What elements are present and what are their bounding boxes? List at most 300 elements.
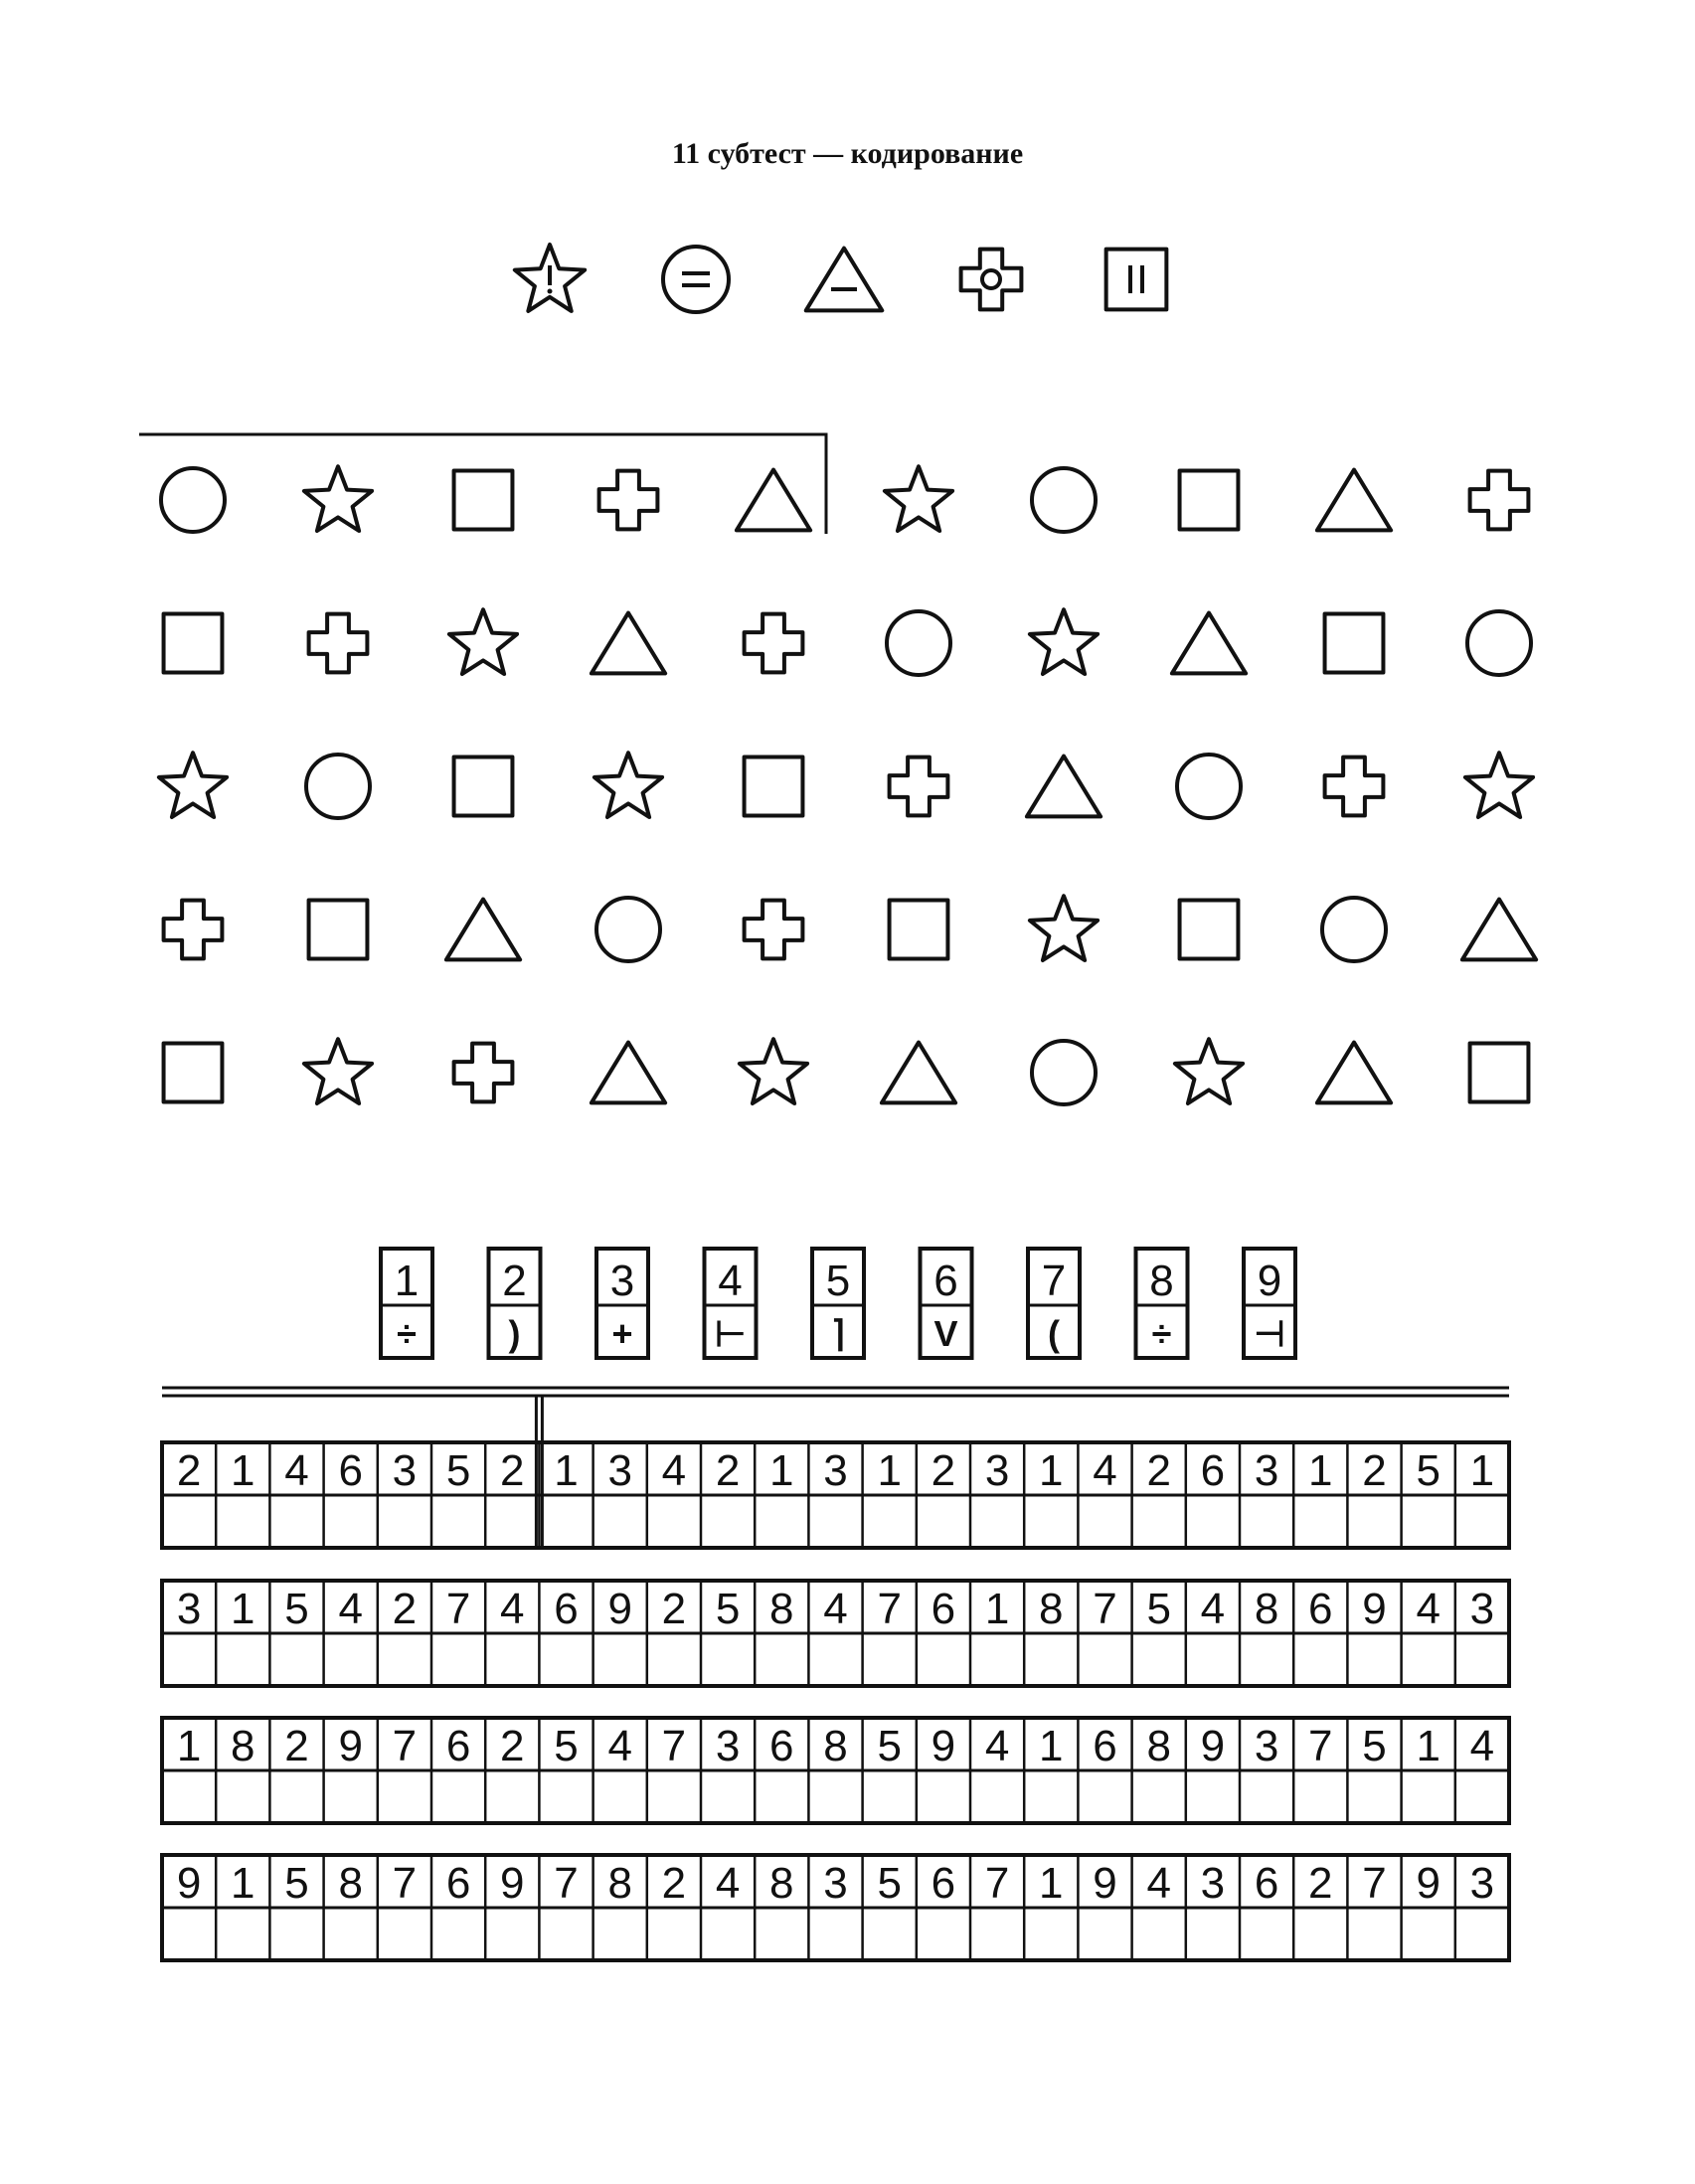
digit-cell: 7 (445, 1585, 471, 1633)
key-symbol: ÷ (1151, 1313, 1172, 1354)
answer-cell[interactable] (1027, 1773, 1075, 1820)
answer-cell[interactable] (1296, 1636, 1344, 1683)
answer-cell[interactable] (542, 1773, 590, 1820)
digit-cell: 7 (1362, 1859, 1387, 1908)
digit-cell: 2 (392, 1585, 418, 1633)
answer-cell[interactable] (1405, 1636, 1452, 1683)
digit-cell: 2 (931, 1446, 956, 1495)
answer-cell[interactable] (434, 1911, 482, 1957)
square-icon[interactable] (164, 1044, 223, 1102)
digit-cell: 9 (607, 1585, 632, 1633)
answer-cell[interactable] (327, 1911, 375, 1957)
mark-icon (682, 273, 710, 285)
answer-cell[interactable] (650, 1498, 698, 1545)
digit-cell: 2 (715, 1446, 741, 1495)
square-icon[interactable] (1180, 471, 1239, 530)
digit-key (381, 1249, 1295, 1358)
answer-cell[interactable] (1405, 1498, 1452, 1545)
answer-cell[interactable] (650, 1773, 698, 1820)
answer-cell[interactable] (542, 1636, 590, 1683)
answer-cell[interactable] (704, 1911, 752, 1957)
answer-cell[interactable] (1296, 1773, 1344, 1820)
answer-cell[interactable] (1135, 1773, 1183, 1820)
answer-cell[interactable] (1135, 1636, 1183, 1683)
circle-icon[interactable] (1177, 755, 1241, 818)
answer-cell[interactable] (1458, 1636, 1506, 1683)
digit-cell: 2 (500, 1722, 525, 1770)
digit-cell: 9 (931, 1722, 956, 1770)
answer-cell[interactable] (758, 1911, 805, 1957)
digit-cell: 9 (1416, 1859, 1441, 1908)
mark-icon (548, 265, 553, 294)
digit-cell: 1 (769, 1446, 794, 1495)
answer-cell[interactable] (1189, 1773, 1237, 1820)
digit-cell: 4 (1093, 1446, 1117, 1495)
answer-cell[interactable] (219, 1498, 266, 1545)
triangle-icon[interactable] (592, 613, 665, 674)
key-symbol: ⌉ (830, 1313, 846, 1354)
answer-cell[interactable] (920, 1911, 967, 1957)
answer-cell[interactable] (219, 1773, 266, 1820)
square-icon[interactable] (745, 757, 803, 816)
key-symbol: ⊢ (714, 1313, 747, 1354)
cross-icon[interactable] (1325, 757, 1384, 816)
answer-cell[interactable] (381, 1773, 428, 1820)
sample-bracket (139, 434, 826, 534)
answer-cell[interactable] (381, 1636, 428, 1683)
digit-cell: 6 (1093, 1722, 1117, 1770)
cross-icon[interactable] (745, 614, 803, 673)
square-icon[interactable] (164, 614, 223, 673)
shape-key-square (1106, 250, 1167, 310)
circle-icon (663, 247, 729, 312)
answer-cell[interactable] (381, 1498, 428, 1545)
key-box-1 (381, 1249, 432, 1358)
answer-cell[interactable] (1350, 1498, 1398, 1545)
digit-cell: 6 (445, 1859, 471, 1908)
cross-icon[interactable] (1470, 471, 1529, 530)
answer-cell[interactable] (1405, 1911, 1452, 1957)
answer-cell[interactable] (1458, 1773, 1506, 1820)
mark-icon (1130, 265, 1142, 293)
answer-cell[interactable] (973, 1636, 1021, 1683)
answer-cell[interactable] (650, 1636, 698, 1683)
answer-cell[interactable] (1458, 1911, 1506, 1957)
star-icon[interactable] (594, 753, 662, 817)
digit-row (162, 1442, 1509, 1548)
digit-cell: 3 (1254, 1722, 1279, 1770)
star-icon[interactable] (1465, 753, 1533, 817)
digit-cell: 1 (1039, 1446, 1064, 1495)
digit-cell: 1 (1416, 1722, 1441, 1770)
digit-cell: 3 (392, 1446, 418, 1495)
digit-cell: 1 (231, 1859, 255, 1908)
answer-cell[interactable] (704, 1636, 752, 1683)
shape-key-star (515, 245, 585, 311)
digit-cell: 6 (1308, 1585, 1333, 1633)
answer-cell[interactable] (758, 1773, 805, 1820)
answer-cell[interactable] (920, 1498, 967, 1545)
answer-cell[interactable] (1243, 1498, 1290, 1545)
digit-cell: 4 (284, 1446, 309, 1495)
digit-cell: 6 (931, 1859, 956, 1908)
answer-cell[interactable] (758, 1498, 805, 1545)
answer-cell[interactable] (1027, 1636, 1075, 1683)
answer-cell[interactable] (704, 1773, 752, 1820)
digit-cell: 4 (823, 1585, 848, 1633)
digit-cell: 1 (231, 1446, 255, 1495)
key-symbol: ( (1048, 1313, 1060, 1354)
key-symbol: ) (508, 1313, 521, 1354)
digit-cell: 9 (1362, 1585, 1387, 1633)
key-box-3 (596, 1249, 648, 1358)
answer-cell[interactable] (1189, 1636, 1237, 1683)
square-icon[interactable] (890, 901, 948, 959)
circle-icon[interactable] (306, 755, 370, 818)
star-icon[interactable] (1030, 896, 1098, 960)
answer-cell[interactable] (920, 1773, 967, 1820)
circle-icon[interactable] (1032, 468, 1096, 532)
answer-cell[interactable] (1243, 1773, 1290, 1820)
digit-cell: 2 (500, 1446, 525, 1495)
answer-cell[interactable] (434, 1773, 482, 1820)
digit-cell: 2 (1308, 1859, 1333, 1908)
page-title: 11 субтест — кодирование (671, 137, 1024, 170)
digit-cell: 6 (1254, 1859, 1279, 1908)
triangle-icon[interactable] (1462, 900, 1536, 960)
digit-cell: 8 (823, 1722, 848, 1770)
answer-cell[interactable] (596, 1773, 644, 1820)
key-digit: 7 (1041, 1257, 1067, 1305)
digit-cell: 9 (176, 1859, 202, 1908)
triangle-icon (806, 249, 883, 311)
cross-icon[interactable] (890, 757, 948, 816)
answer-cell[interactable] (272, 1636, 320, 1683)
digit-cell: 5 (877, 1859, 902, 1908)
answer-cell[interactable] (920, 1636, 967, 1683)
digit-cell: 6 (1200, 1446, 1226, 1495)
answer-cell[interactable] (272, 1498, 320, 1545)
digit-cell: 3 (1254, 1446, 1279, 1495)
digit-cell: 6 (931, 1585, 956, 1633)
answer-cell[interactable] (758, 1636, 805, 1683)
key-digit: 1 (394, 1257, 420, 1305)
answer-cell[interactable] (219, 1636, 266, 1683)
star-icon[interactable] (1175, 1039, 1243, 1103)
answer-cell[interactable] (866, 1636, 914, 1683)
answer-cell[interactable] (165, 1911, 213, 1957)
digit-cell: 9 (1093, 1859, 1117, 1908)
key-box-8 (1136, 1249, 1188, 1358)
star-icon[interactable] (740, 1039, 807, 1103)
shape-key-triangle (806, 249, 883, 311)
key-box-2 (489, 1249, 541, 1358)
digit-cell: 8 (1146, 1722, 1171, 1770)
circle-icon[interactable] (1322, 898, 1386, 961)
answer-cell[interactable] (866, 1911, 914, 1957)
answer-cell[interactable] (165, 1498, 213, 1545)
key-digit: 2 (502, 1257, 527, 1305)
answer-cell[interactable] (1135, 1498, 1183, 1545)
cross-icon (961, 250, 1022, 310)
shape-row (164, 896, 1537, 961)
digit-cell: 3 (176, 1585, 202, 1633)
star-icon[interactable] (304, 466, 372, 531)
digit-cell: 2 (1362, 1446, 1387, 1495)
answer-cell[interactable] (1189, 1498, 1237, 1545)
answer-cell[interactable] (973, 1498, 1021, 1545)
digit-cell: 3 (715, 1722, 741, 1770)
answer-cell[interactable] (1350, 1636, 1398, 1683)
digit-cell: 1 (231, 1585, 255, 1633)
digit-cell: 5 (1146, 1585, 1171, 1633)
answer-cell[interactable] (811, 1498, 859, 1545)
triangle-icon[interactable] (1317, 470, 1391, 531)
key-digit: 9 (1257, 1257, 1282, 1305)
triangle-icon[interactable] (882, 1043, 955, 1103)
digit-cell: 7 (392, 1859, 418, 1908)
square-icon[interactable] (454, 757, 513, 816)
digit-cell: 1 (877, 1446, 902, 1495)
digit-cell: 5 (877, 1722, 902, 1770)
cross-icon[interactable] (745, 901, 803, 959)
triangle-icon[interactable] (592, 1043, 665, 1103)
key-symbol: V (933, 1313, 958, 1354)
digit-grid (162, 1388, 1509, 1960)
answer-cell[interactable] (1243, 1636, 1290, 1683)
digit-cell: 2 (284, 1722, 309, 1770)
answer-cell[interactable] (704, 1498, 752, 1545)
answer-cell[interactable] (1081, 1498, 1128, 1545)
digit-cell: 1 (1469, 1446, 1495, 1495)
digit-cell: 5 (284, 1585, 309, 1633)
answer-cell[interactable] (866, 1773, 914, 1820)
digit-cell: 8 (769, 1859, 794, 1908)
digit-cell: 3 (1469, 1859, 1495, 1908)
answer-cell[interactable] (488, 1498, 536, 1545)
shape-row (159, 753, 1533, 818)
digit-cell: 4 (607, 1722, 632, 1770)
digit-cell: 3 (823, 1446, 848, 1495)
answer-cell[interactable] (165, 1636, 213, 1683)
answer-cell[interactable] (1458, 1498, 1506, 1545)
digit-cell: 2 (661, 1585, 687, 1633)
key-box-7 (1028, 1249, 1080, 1358)
digit-row (162, 1581, 1509, 1686)
digit-cell: 4 (338, 1585, 363, 1633)
answer-cell[interactable] (1081, 1636, 1128, 1683)
digit-cell: 7 (877, 1585, 902, 1633)
key-digit: 5 (825, 1257, 851, 1305)
cross-icon[interactable] (309, 614, 368, 673)
digit-row (162, 1718, 1509, 1823)
answer-cell[interactable] (1189, 1911, 1237, 1957)
star-icon[interactable] (449, 609, 517, 674)
cross-icon[interactable] (599, 471, 658, 530)
square-icon[interactable] (1180, 901, 1239, 959)
square-icon[interactable] (309, 901, 368, 959)
triangle-icon[interactable] (446, 900, 520, 960)
answer-cell[interactable] (1081, 1773, 1128, 1820)
answer-cell[interactable] (1081, 1911, 1128, 1957)
circle-icon[interactable] (1032, 1041, 1096, 1104)
shape-grid (139, 434, 1536, 1104)
cross-icon[interactable] (454, 1044, 513, 1102)
key-digit: 3 (609, 1257, 635, 1305)
digit-cell: 6 (338, 1446, 363, 1495)
answer-cell[interactable] (596, 1911, 644, 1957)
answer-cell[interactable] (866, 1498, 914, 1545)
digit-cell: 5 (715, 1585, 741, 1633)
triangle-icon[interactable] (1317, 1043, 1391, 1103)
answer-cell[interactable] (542, 1911, 590, 1957)
answer-cell[interactable] (1350, 1911, 1398, 1957)
key-symbol: ÷ (397, 1313, 417, 1354)
answer-cell[interactable] (272, 1773, 320, 1820)
answer-cell[interactable] (381, 1911, 428, 1957)
triangle-icon[interactable] (1027, 756, 1101, 817)
digit-cell: 5 (554, 1722, 579, 1770)
cross-icon[interactable] (164, 901, 223, 959)
digit-cell: 4 (500, 1585, 525, 1633)
key-digit: 6 (933, 1257, 958, 1305)
digit-cell: 9 (500, 1859, 525, 1908)
square-icon[interactable] (1470, 1044, 1529, 1102)
digit-cell: 4 (1416, 1585, 1441, 1633)
digit-cell: 1 (176, 1722, 202, 1770)
digit-cell: 5 (445, 1446, 471, 1495)
digit-row (162, 1855, 1509, 1960)
digit-cell: 2 (661, 1859, 687, 1908)
key-box-6 (921, 1249, 972, 1358)
answer-cell[interactable] (542, 1498, 590, 1545)
star-icon[interactable] (304, 1039, 372, 1103)
shape-key (515, 245, 1167, 312)
answer-cell[interactable] (272, 1911, 320, 1957)
answer-cell[interactable] (1296, 1911, 1344, 1957)
answer-cell[interactable] (1405, 1773, 1452, 1820)
circle-icon[interactable] (887, 611, 950, 675)
digit-cell: 4 (1200, 1585, 1226, 1633)
square-icon (1106, 250, 1167, 310)
digit-cell: 1 (1039, 1722, 1064, 1770)
answer-cell[interactable] (434, 1498, 482, 1545)
digit-cell: 2 (176, 1446, 202, 1495)
circle-icon[interactable] (596, 898, 660, 961)
digit-cell: 1 (984, 1585, 1010, 1633)
digit-cell: 7 (554, 1859, 579, 1908)
triangle-icon[interactable] (737, 470, 810, 531)
star-icon[interactable] (885, 466, 952, 531)
answer-cell[interactable] (1296, 1498, 1344, 1545)
digit-cell: 3 (607, 1446, 632, 1495)
digit-cell: 1 (554, 1446, 579, 1495)
key-digit: 4 (718, 1257, 743, 1305)
digit-cell: 3 (1469, 1585, 1495, 1633)
answer-cell[interactable] (973, 1911, 1021, 1957)
digit-cell: 3 (823, 1859, 848, 1908)
circle-icon[interactable] (1467, 611, 1531, 675)
answer-cell[interactable] (488, 1636, 536, 1683)
digit-cell: 6 (769, 1722, 794, 1770)
digit-cell: 9 (1200, 1722, 1226, 1770)
digit-cell: 5 (1362, 1722, 1387, 1770)
answer-cell[interactable] (434, 1636, 482, 1683)
digit-cell: 5 (284, 1859, 309, 1908)
answer-cell[interactable] (165, 1773, 213, 1820)
key-symbol: + (611, 1313, 633, 1354)
digit-cell: 4 (1146, 1859, 1171, 1908)
shape-row (161, 466, 1528, 532)
key-box-9 (1244, 1249, 1295, 1358)
circle-icon[interactable] (161, 468, 225, 532)
shape-row (164, 609, 1531, 675)
shape-key-circle (663, 247, 729, 312)
answer-cell[interactable] (327, 1498, 375, 1545)
answer-cell[interactable] (811, 1636, 859, 1683)
answer-cell[interactable] (1350, 1773, 1398, 1820)
digit-cell: 7 (1093, 1585, 1117, 1633)
shape-row (164, 1039, 1529, 1104)
digit-cell: 1 (1039, 1859, 1064, 1908)
shape-key-cross (961, 250, 1022, 310)
key-symbol: ⊣ (1254, 1313, 1285, 1354)
answer-cell[interactable] (596, 1636, 644, 1683)
digit-cell: 4 (984, 1722, 1010, 1770)
digit-cell: 7 (661, 1722, 687, 1770)
digit-cell: 8 (1039, 1585, 1064, 1633)
digit-cell: 1 (1308, 1446, 1333, 1495)
answer-cell[interactable] (488, 1911, 536, 1957)
digit-cell: 2 (1146, 1446, 1171, 1495)
answer-cell[interactable] (811, 1773, 859, 1820)
mark-icon (982, 270, 1000, 288)
digit-cell: 3 (984, 1446, 1010, 1495)
answer-cell[interactable] (1027, 1911, 1075, 1957)
key-box-5 (812, 1249, 864, 1358)
digit-cell: 4 (661, 1446, 687, 1495)
digit-cell: 8 (769, 1585, 794, 1633)
digit-cell: 8 (1254, 1585, 1279, 1633)
star-icon[interactable] (159, 753, 227, 817)
digit-cell: 8 (231, 1722, 255, 1770)
square-icon[interactable] (1325, 614, 1384, 673)
answer-cell[interactable] (327, 1636, 375, 1683)
answer-cell[interactable] (219, 1911, 266, 1957)
answer-cell[interactable] (650, 1911, 698, 1957)
star-icon[interactable] (1030, 609, 1098, 674)
answer-cell[interactable] (1243, 1911, 1290, 1957)
answer-cell[interactable] (1135, 1911, 1183, 1957)
digit-cell: 7 (392, 1722, 418, 1770)
answer-cell[interactable] (973, 1773, 1021, 1820)
answer-cell[interactable] (596, 1498, 644, 1545)
digit-cell: 9 (338, 1722, 363, 1770)
digit-cell: 4 (715, 1859, 741, 1908)
answer-cell[interactable] (488, 1773, 536, 1820)
answer-cell[interactable] (327, 1773, 375, 1820)
answer-cell[interactable] (1027, 1498, 1075, 1545)
digit-cell: 7 (1308, 1722, 1333, 1770)
triangle-icon[interactable] (1172, 613, 1246, 674)
digit-cell: 4 (1469, 1722, 1495, 1770)
square-icon[interactable] (454, 471, 513, 530)
key-digit: 8 (1149, 1257, 1174, 1305)
key-box-4 (705, 1249, 757, 1358)
digit-cell: 3 (1200, 1859, 1226, 1908)
digit-cell: 6 (445, 1722, 471, 1770)
answer-cell[interactable] (811, 1911, 859, 1957)
